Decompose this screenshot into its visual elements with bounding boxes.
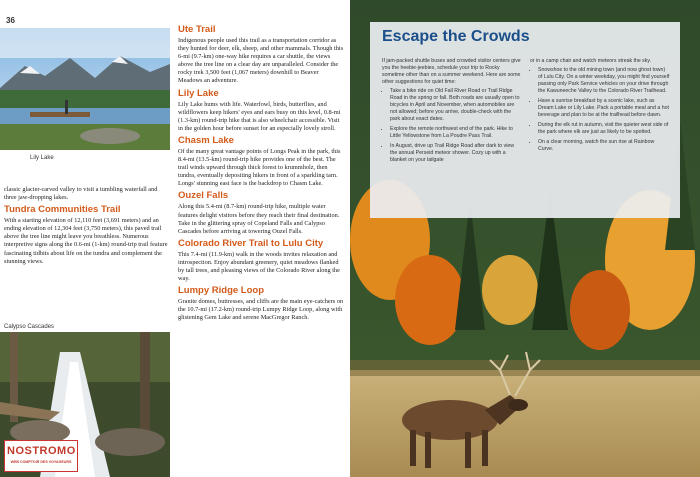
box-left-list [382, 88, 522, 164]
lily-lake-photo [0, 28, 170, 150]
section-title-lily: Lily Lake [178, 87, 219, 99]
box-right-list [530, 67, 670, 153]
section-body-lily: Lily Lake hums with life. Waterfowl, birds, butterflies, and wildflowers keep hikers' eyes and ears busy on this level, 0.8-mi (1.3-km) round-trip hike that is also wheelchair accessible. Visit in the golden hour before sunset for an especially lovely stroll. [178, 100, 341, 132]
section-title-chasm: Chasm Lake [178, 134, 234, 146]
box-item: • On a clear morning, watch the sun rise at Rainbow Curve. [538, 139, 670, 153]
section-title-tundra: Tundra Communities Trail [4, 204, 121, 216]
box-item: • Explore the remote northwest end of the park. Hike to Little Yellowstone from La Poudre Pass Trail. [390, 126, 522, 140]
section-body-colorado: This 7.4-mi (11.9-km) walk in the woods invites relaxation and introspection. Enjoy abundant greenery, quiet meadows flanked by tall trees, and pleasing views of the Colorado River along the way. [178, 250, 340, 283]
logo-subtext: WEB COMPTOIR DES VOYAGEURS [10, 460, 72, 464]
middle-text-column [178, 22, 344, 324]
box-intro: If jam-packed shuttle buses and crowded visitor centers give you the heebie-jeebies, schedule your trip to Rocky sometime other than on a summer weekend. Here are some other suggestions for quiet time: [382, 58, 521, 85]
logo-text: NOSTROMO [7, 445, 76, 457]
section-body-lumpy: Granite domes, buttresses, and cliffs are the main eye-catchers on the 10.7-mi (17.2-km) round-trip Lumpy Ridge Loop, along with glistening Gem Lake and serene MacGregor Ranch. [178, 298, 344, 322]
section-body-ouzel: Along this 5.4-mi (8.7-km) round-trip hike, multiple water features delight visitors before they reach their final destination. Take in the glittering spray of Copeland Falls and Calypso Cascades before arriving at towering Ouzel Falls. [178, 203, 340, 235]
photo-caption-calypso: Calypso Cascades [4, 324, 55, 330]
section-title-ute: Ute Trail [178, 24, 216, 35]
box-item: • During the elk rut in autumn, visit the quieter west side of the park where elk are just as likely to be spotted. [538, 122, 670, 136]
box-item: • Have a sunrise breakfast by a scenic lake, such as Dream Lake or Lily Lake. Pack a portable meal and a hot beverage and plan to be at the trailhead before dawn. [538, 98, 670, 119]
nostromo-logo [4, 440, 78, 472]
box-item: • Take a bike ride on Old Fall River Road or Trail Ridge Road in the spring or fall. Both roads are usually open to bicycles in April and November, when automobiles are not allowed; before you arrive, double-check with the park about exact dates. [390, 88, 522, 123]
section-body-ute: Indigenous people used this trail as a transportation corridor as they hunted for deer, elk, sheep, and other mammals. Though this 6-mi (9.7-km) one-way hike requires a car shuttle, the views above the tree line on a clear day are unparalleled. Consider the rocky trek 3,500 feet (1,067 meters) downhill to Beaver Meadows an adventure. [178, 37, 344, 85]
section-title-lumpy: Lumpy Ridge Loop [178, 285, 265, 297]
section-title-colorado: Colorado River Trail to Lulu City [178, 237, 324, 249]
section-title-ouzel: Ouzel Falls [178, 190, 229, 202]
page-number: 36 [6, 16, 15, 25]
escape-crowds-box [370, 22, 680, 218]
box-title: Escape the Crowds [382, 28, 530, 45]
box-item: • Snowshoe to the old mining town (and now ghost town) of Lulu City. On a winter weekday, you might find yourself passing only Park Service vehicles on your drive through the Kawuneeche Valley to the Colorado River Trailhead. [538, 67, 670, 95]
intro-text: classic glacier-carved valley to visit a tumbling waterfall and three jaw-dropping lakes. [4, 186, 158, 202]
box-right-column [530, 58, 670, 156]
section-body-chasm: Of the many great vantage points of Longs Peak in the park, this 8.4-mi (13.5-km) round-trip hike provides one of the best. The trail winds upward through thick forest to krummholz, then tundra, eventually depositing hikers in front of a sparkling tarn. Longs' stunning east face is the backdrop to Chasm Lake. [178, 147, 341, 188]
photo-caption-lily-lake: Lily Lake [30, 155, 54, 161]
section-body-tundra: With a starting elevation of 12,110 feet (3,691 meters) and an ending elevation of 12,304 feet (3,750 meters), this paved trail above the tree line might leave you breathless. Numerous interpretive signs along the 0.6-mi (1-km) round-trip trail feature fascinating tidbits about life on the tundra and complement the stunning views. [4, 217, 168, 265]
box-right-continuation: or in a camp chair and watch meteors streak the sky. [530, 58, 651, 64]
box-item: • In August, drive up Trail Ridge Road after dark to view the annual Perseid meteor shower. Cozy up with a blanket on your tailgate [390, 143, 522, 164]
left-text-column [4, 186, 170, 268]
box-left-column [382, 58, 522, 167]
